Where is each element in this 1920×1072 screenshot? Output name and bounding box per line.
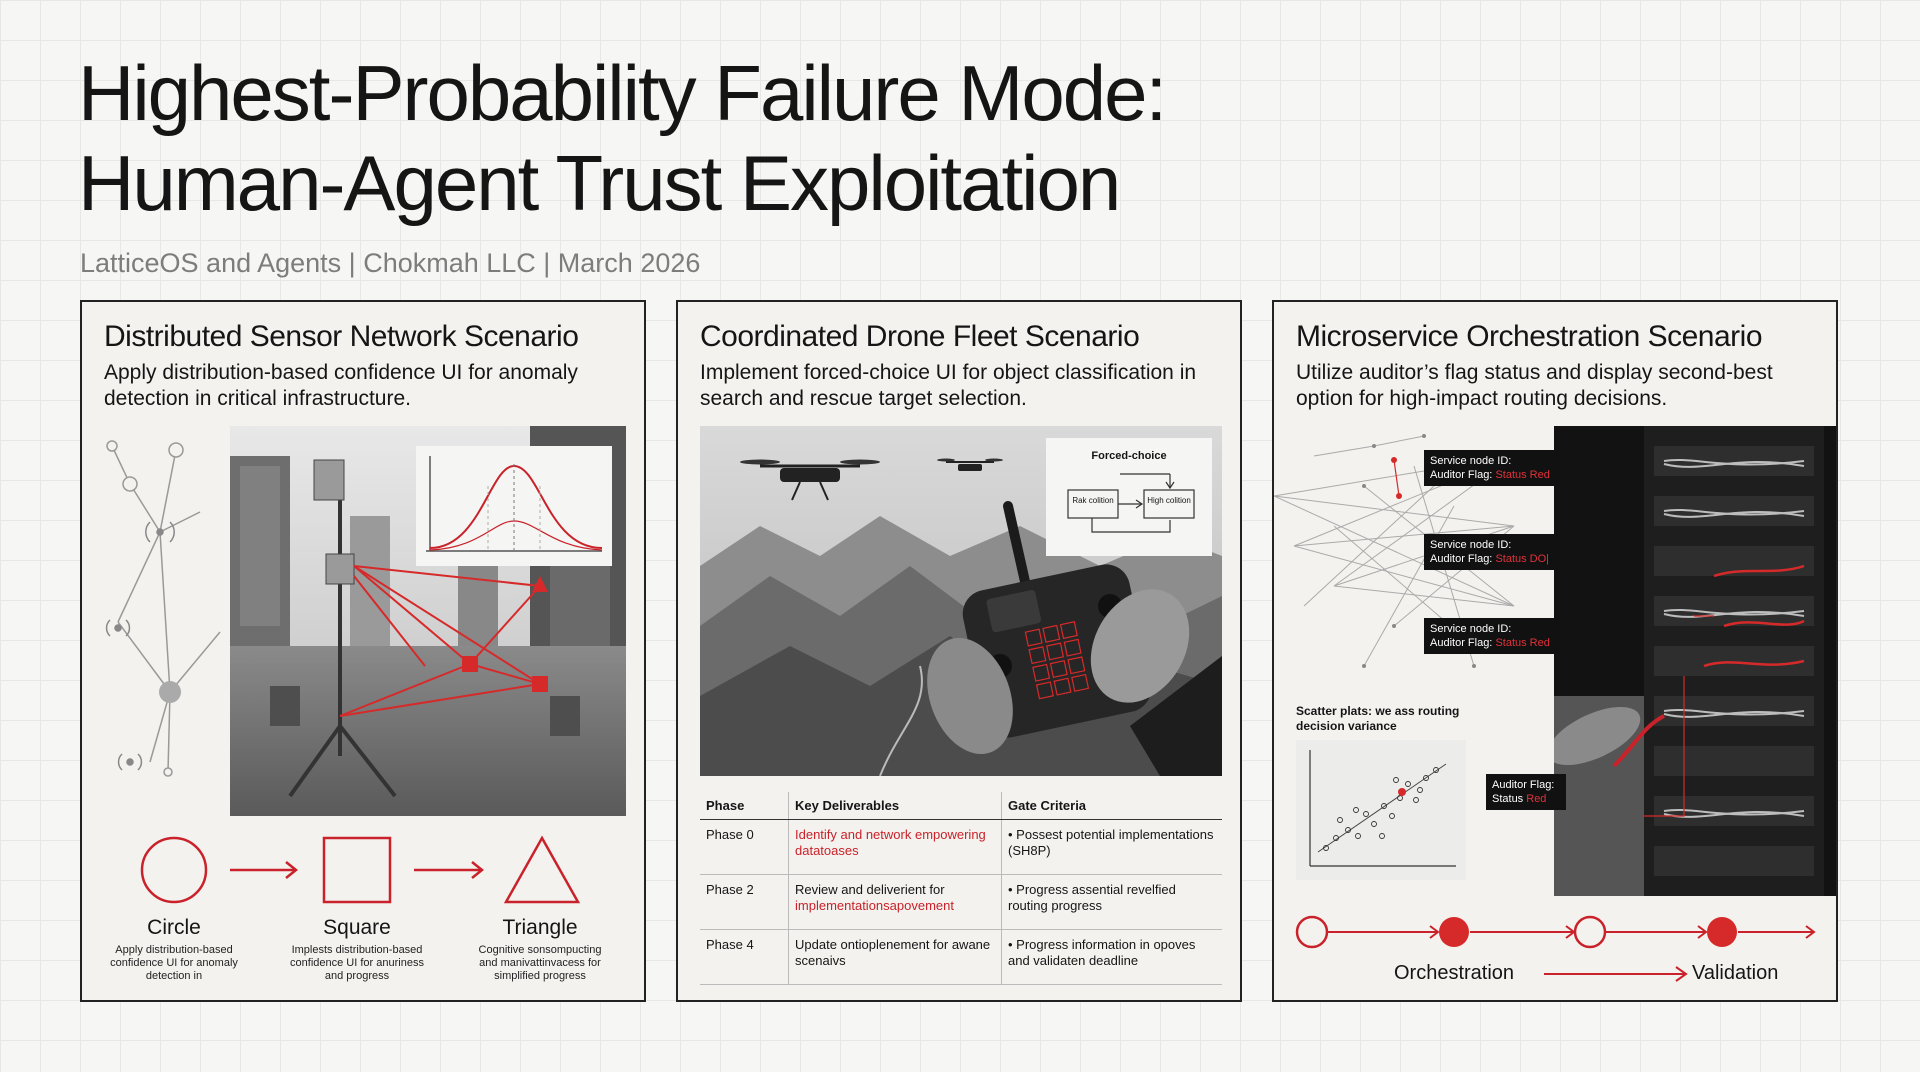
- microservice-panel: [1272, 300, 1838, 1002]
- flow-node: [1297, 917, 1327, 947]
- sensor-tower-photo: [230, 426, 626, 816]
- flow-node: [1439, 917, 1469, 947]
- shape-flow: [132, 832, 592, 912]
- panel-title: Microservice Orchestration Scenario: [1296, 320, 1763, 353]
- sensor-network-panel: [80, 300, 646, 1002]
- choice-right-label: High colition: [1147, 496, 1191, 505]
- auditor-status-prefix: Status: [1492, 793, 1524, 805]
- deliverable-cell: Identify and network empowering datatoases: [789, 820, 1002, 875]
- shape-caption-square: Implests distribution-based confidence UI for anuriness and progress: [290, 944, 424, 982]
- phase-table: [700, 792, 1222, 985]
- column-header: Phase: [700, 792, 789, 820]
- tag-node-id: Service node ID:: [1430, 623, 1512, 635]
- tag-flag-label: Auditor Flag:: [1430, 553, 1493, 565]
- gate-text: Progress assential revelfied routing progress: [1008, 882, 1176, 913]
- auditor-status: Red: [1526, 793, 1547, 805]
- scatter-plot: [1296, 740, 1466, 880]
- panel-title: Distributed Sensor Network Scenario: [104, 320, 579, 353]
- gate-text: Possest potential implementations (SH8P): [1008, 827, 1214, 858]
- arrow-icon: [230, 862, 296, 878]
- city-street-scene: [230, 426, 626, 816]
- tag-node-id: Service node ID:: [1430, 455, 1512, 467]
- tag-status: Status Red: [1495, 469, 1550, 481]
- gate-cell: • Possest potential implementations (SH8P): [1002, 820, 1223, 875]
- scatter-title: Scatter plats: we ass routing decision variance: [1296, 704, 1460, 733]
- table-row: [700, 875, 1222, 930]
- panel-description: Utilize auditor’s flag status and display second-best option for high-impact routing decisions.: [1296, 361, 1773, 410]
- page-subtitle: LatticeOS and Agents | Chokmah LLC | March 2026: [80, 248, 701, 278]
- auditor-flag-tag: [1486, 774, 1566, 810]
- tag-status: Status Red: [1495, 637, 1550, 649]
- deliverable-text: Review and deliverient for: [795, 882, 945, 897]
- table-row: [700, 930, 1222, 985]
- arrow-icon: [414, 862, 482, 878]
- drone-mountain-photo: [700, 426, 1222, 776]
- arrow-icon: [1544, 967, 1686, 981]
- network-graph-illustration: [100, 432, 230, 792]
- title-line-2: Human-Agent Trust Exploitation: [78, 139, 1120, 227]
- panel-description: Implement forced-choice UI for object classification in search and rescue target selection.: [700, 361, 1197, 410]
- drone-fleet-panel: [676, 300, 1242, 1002]
- phase-cell: Phase 2: [700, 875, 789, 930]
- panel-description: Apply distribution-based confidence UI for anomaly detection in critical infrastructure.: [104, 361, 578, 410]
- shape-label-circle: Circle: [147, 916, 201, 939]
- tag-status: Status DO|: [1495, 553, 1550, 565]
- server-rack-scene: [1554, 426, 1838, 896]
- title-line-1: Highest-Probability Failure Mode:: [78, 49, 1166, 137]
- server-rack-photo: [1554, 426, 1838, 896]
- shape-label-square: Square: [323, 916, 391, 939]
- flow-node: [1707, 917, 1737, 947]
- flow-node: [1575, 917, 1605, 947]
- gate-cell: • Progress assential revelfied routing progress: [1002, 875, 1223, 930]
- tag-flag-label: Auditor Flag:: [1430, 469, 1493, 481]
- service-node-tag: [1424, 618, 1560, 654]
- gate-text: Progress information in opoves and validaten deadline: [1008, 937, 1196, 968]
- page-title: [78, 48, 1165, 228]
- inset-title: Forced-choice: [1091, 450, 1167, 462]
- circle-shape: [142, 838, 206, 902]
- phase-cell: Phase 0: [700, 820, 789, 875]
- service-node-tag: [1424, 450, 1560, 486]
- deliverable-cell: [789, 875, 1002, 930]
- gate-cell: • Progress information in opoves and validaten deadline: [1002, 930, 1223, 985]
- shape-caption-circle: Apply distribution-based confidence UI for anomaly detection in: [110, 944, 238, 982]
- shape-caption-triangle: Cognitive sonsompucting and manivattinvacess for simplified progress: [478, 944, 602, 982]
- phase-cell: Phase 4: [700, 930, 789, 985]
- flow-label-orchestration: Orchestration: [1394, 962, 1515, 984]
- square-shape: [324, 838, 390, 902]
- deliverable-text-red: implementationsapovement: [795, 898, 954, 913]
- triangle-shape: [506, 838, 578, 902]
- shape-label-triangle: Triangle: [502, 916, 578, 939]
- flow-label-validation: Validation: [1692, 962, 1779, 984]
- mountain-scene: [700, 426, 1222, 776]
- tag-flag-label: Auditor Flag:: [1430, 637, 1493, 649]
- service-node-tag: [1424, 534, 1560, 570]
- auditor-flag-label: Auditor Flag:: [1492, 779, 1555, 791]
- choice-left-label: Rak colition: [1072, 496, 1114, 505]
- column-header: Gate Criteria: [1002, 792, 1223, 820]
- column-header: Key Deliverables: [789, 792, 1002, 820]
- tag-node-id: Service node ID:: [1430, 539, 1512, 551]
- panel-title: Coordinated Drone Fleet Scenario: [700, 320, 1140, 353]
- table-row: [700, 820, 1222, 875]
- deliverable-cell: Update ontioplenement for awane scenaivs: [789, 930, 1002, 985]
